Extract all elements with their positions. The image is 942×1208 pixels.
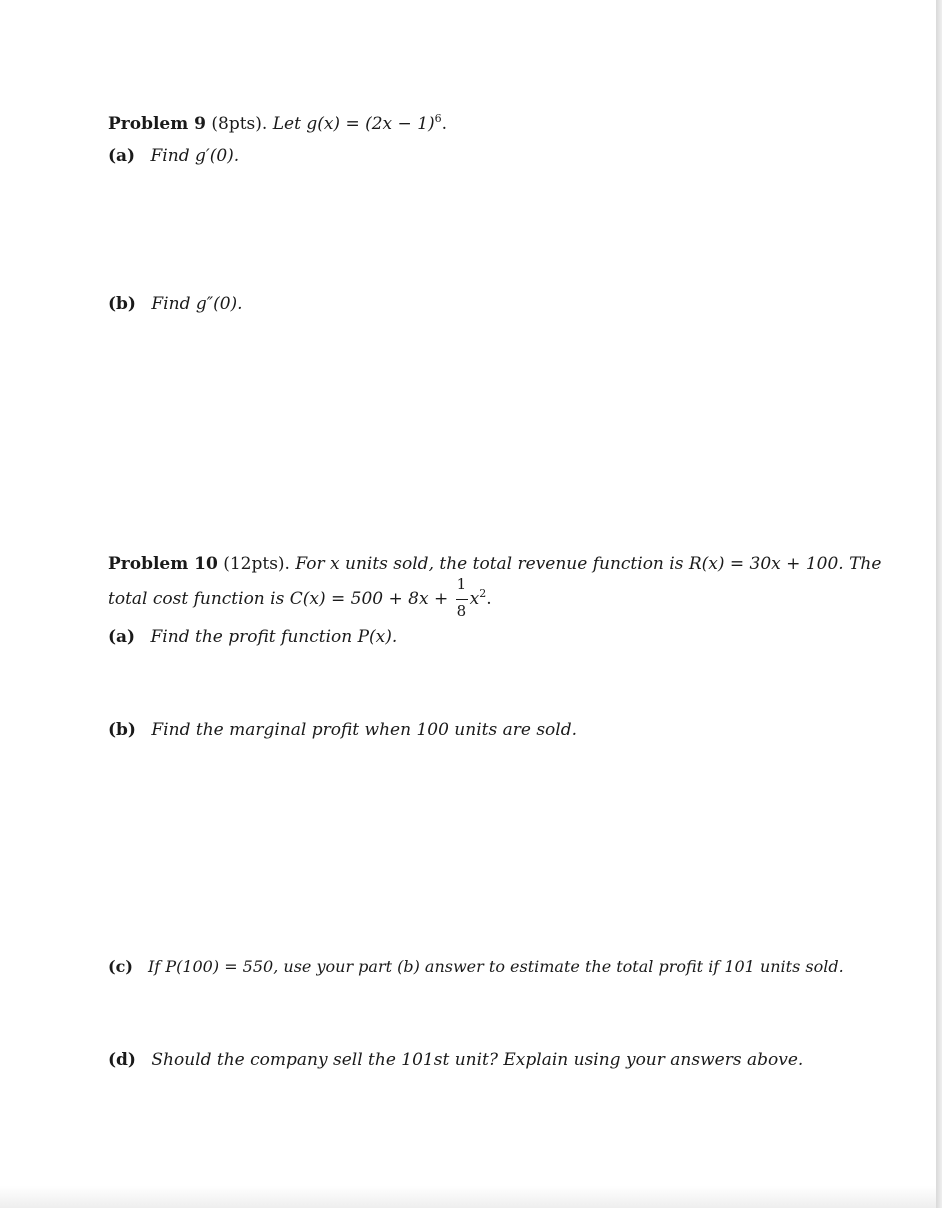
problem-9-label: Problem 9	[108, 114, 206, 134]
part-label: (b)	[108, 720, 136, 740]
problem-10-line2-end: x	[469, 589, 480, 609]
part-label: (a)	[108, 146, 136, 166]
part-text: If P(100) = 550, use your part (b) answer to estimate the total profit if 101 units sold.	[147, 957, 844, 976]
problem-10-part-c	[108, 956, 844, 978]
problem-10-part-b	[108, 719, 577, 741]
fraction-one-eighth	[456, 574, 468, 620]
problem-10-label: Problem 10	[108, 554, 218, 574]
page-edge-shadow	[936, 0, 942, 1208]
part-label: (d)	[108, 1050, 136, 1070]
problem-10-line2	[108, 574, 492, 620]
problem-9-end: .	[441, 114, 448, 134]
part-text: Find g″(0).	[151, 294, 243, 314]
problem-9-points: (8pts).	[211, 114, 268, 134]
problem-9-heading	[108, 108, 447, 135]
problem-9-exponent: 6	[434, 112, 442, 125]
part-text: Find the marginal profit when 100 units are sold.	[151, 720, 578, 740]
part-label: (c)	[108, 957, 133, 976]
part-label: (a)	[108, 627, 136, 647]
page-bottom-shadow	[0, 1186, 936, 1208]
problem-10-part-a	[108, 626, 397, 648]
problem-9-part-a	[108, 145, 239, 167]
part-label: (b)	[108, 294, 136, 314]
problem-10-part-d	[108, 1049, 803, 1071]
problem-10-line1: For x units sold, the total revenue function is R(x) = 30x + 100. The	[295, 554, 882, 574]
problem-10-heading	[108, 553, 881, 575]
problem-10-line2-exponent: 2	[479, 587, 487, 600]
part-text: Should the company sell the 101st unit? Explain using your answers above.	[151, 1050, 804, 1070]
part-text: Find g′(0).	[150, 146, 240, 166]
problem-9-part-b	[108, 293, 243, 315]
problem-10-line2-period: .	[486, 589, 492, 609]
problem-10-points: (12pts).	[223, 554, 290, 574]
part-text: Find the profit function P(x).	[150, 627, 398, 647]
fraction-numerator: 1	[456, 574, 467, 593]
fraction-denominator: 8	[456, 601, 467, 620]
problem-9-statement: Let g(x) = (2x − 1)	[272, 114, 435, 134]
problem-10-line2-start: total cost function is C(x) = 500 + 8x +	[108, 589, 449, 609]
